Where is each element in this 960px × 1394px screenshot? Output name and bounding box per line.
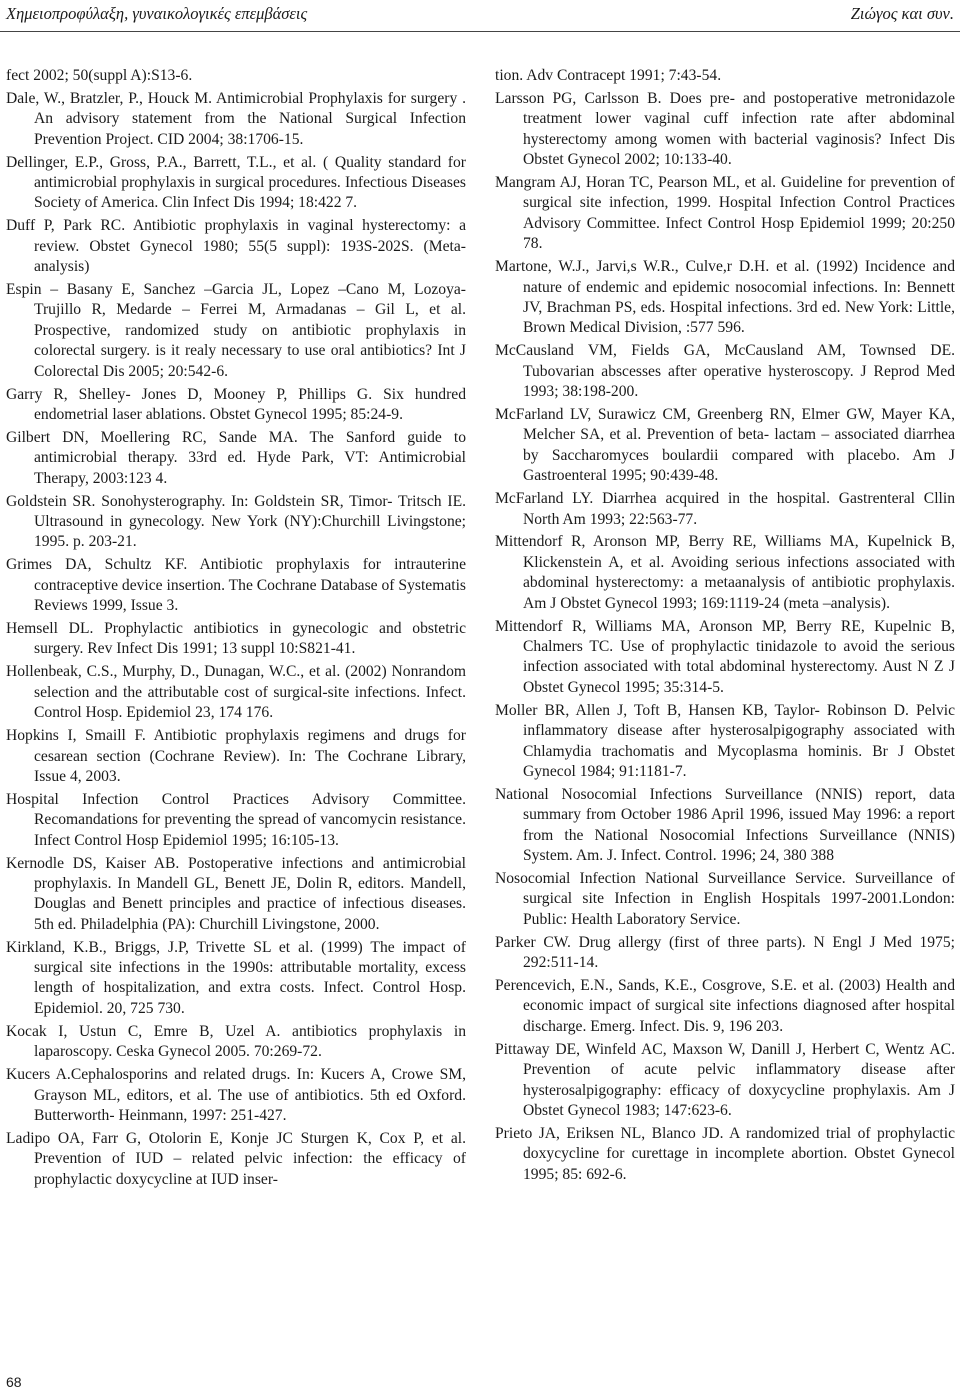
reference-entry: National Nosocomial Infections Surveillance (NNIS) report, data summary from October 1986 April 1996, issued May 1996: a report from the National Nosocomial Infections Surveillance (NNIS) System. Am. J. Infect. Control. 1996; 24, 380 388	[495, 785, 955, 865]
reference-entry: Martone, W.J., Jarvi,s W.R., Culve,r D.H. et al. (1992) Incidence and nature of endemic and epidemic nosocomial infections. In: Bennett JV, Brachman PS, eds. Hospital infections. 3rd ed. New York: Little, Brown Medical Division, :577 596.	[495, 258, 955, 337]
reference-entry: Hopkins I, Smaill F. Antibiotic prophylaxis regimens and drugs for cesarean section (Cochrane Review). In: The Cochrane Library, Issue 4, 2003.	[6, 727, 466, 785]
reference-entry: Garry R, Shelley- Jones D, Mooney P, Phillips G. Six hundred endometrial laser ablations. Obstet Gynecol 1995; 85:24-9.	[6, 385, 466, 423]
reference-entry: Ladipo OA, Farr G, Otolorin E, Konje JC Sturgen K, Cox P, et al. Prevention of IUD – related pelvic infection: the efficacy of prophylactic doxycycline at IUD inser-	[6, 1129, 466, 1188]
reference-entry: Perencevich, E.N., Sands, K.E., Cosgrove, S.E. et al. (2003) Health and economic impact of surgical site infections diagnosed after hospital discharge. Emerg. Infect. Dis. 9, 196 203.	[495, 976, 955, 1035]
running-title-right: Ζιώγος και συν.	[850, 4, 954, 23]
reference-entry: Dale, W., Bratzler, P., Houck M. Antimicrobial Prophylaxis for surgery . An advisory statement from the National Surgical Infection Prevention Project. CID 2004; 38:1706-15.	[6, 89, 466, 148]
reference-entry: Grimes DA, Schultz KF. Antibiotic prophylaxis for intrauterine contraceptive device insertion. The Cochrane Database of Systematis Reviews 1999, Issue 3.	[6, 556, 466, 615]
reference-entry: Gilbert DN, Moellering RC, Sande MA. The Sanford guide to antimicrobial therapy. 33rd ed. Hyde Park, VT: Antimicrobial Therapy, 2003:123 4.	[6, 428, 466, 487]
reference-entry: Dellinger, E.P., Gross, P.A., Barrett, T.L., et al. ( Quality standard for antimicrobial prophylaxis in surgical procedures. Infectious Diseases Society of America. Clin Infect Dis 1994; 18:422 7.	[6, 153, 466, 212]
running-title-left: Χημειοπροφύλαξη, γυναικολογικές επεμβάσεις	[6, 4, 308, 23]
running-header	[6, 2, 954, 26]
reference-entry: Moller BR, Allen J, Toft B, Hansen KB, Taylor- Robinson D. Pelvic inflammatory disease after hysterosalpigography associated with Chlamydia trachomatis and Mycoplasma hominis. Br J Obstet Gynecol 1984; 91:1181-7.	[495, 701, 955, 780]
references-column-left	[6, 66, 466, 1193]
reference-entry: McCausland VM, Fields GA, McCausland AM, Townsed DE. Tubovarian abscesses after operative hysteroscopy. J Reprod Med 1993; 38:198-200.	[495, 342, 955, 401]
reference-entry: Mittendorf R, Aronson MP, Berry RE, Williams MA, Kupelnick B, Klickenstein A, et al. Avoiding serious infections associated with abdominal hysterectomy: a metaanalysis of antibiotic prophylaxis. Am J Obstet Gynecol 1993; 169:1119-24 (meta –analysis).	[495, 533, 955, 612]
reference-entry: Hospital Infection Control Practices Advisory Committee. Recomandations for preventing the spread of vancomycin resistance. Infect Control Hosp Epidemiol 1995; 16:105-13.	[6, 790, 466, 849]
reference-entry: Mangram AJ, Horan TC, Pearson ML, et al. Guideline for prevention of surgical site infection, 1999. Hospital Infection Control Practices Advisory Committee. Infect Control Hosp Epidemiol 1999; 20:250 78.	[495, 174, 955, 253]
reference-entry: fect 2002; 50(suppl A):S13-6.	[6, 67, 193, 84]
reference-entry: Prieto JA, Eriksen NL, Blanco JD. A randomized trial of prophylactic doxycycline for curettage in incomplete abortion. Obstet Gynecol 1995; 85: 692-6.	[495, 1124, 955, 1183]
reference-entry: Kirkland, K.B., Briggs, J.P, Trivette SL et al. (1999) The impact of surgical site infections in the 1990s: attributable mortality, excess length of hospitalization, and extra costs. Infect. Control Hosp. Epidemiol. 20, 725 730.	[6, 938, 466, 1017]
reference-entry: Duff P, Park RC. Antibiotic prophylaxis in vaginal hysterectomy: a review. Obstet Gynecol 1980; 55(5 suppl): 193S-202S. (Meta-analysis)	[6, 217, 466, 276]
reference-entry: Hemsell DL. Prophylactic antibiotics in gynecologic and obstetric surgery. Rev Infect Dis 1991; 13 suppl 10:S821-41.	[6, 620, 466, 658]
reference-entry: Larsson PG, Carlsson B. Does pre- and postoperative metronidazole treatment lower vaginal cuff infection rate after abdominal hysterectomy among women with bacterial vaginosis? Infect Dis Obstet Gynecol 2002; 10:133-40.	[495, 89, 955, 169]
page-number: 68	[6, 1374, 22, 1390]
reference-entry: Kocak I, Ustun C, Emre B, Uzel A. antibiotics prophylaxis in laparoscopy. Ceska Gynecol 2005. 70:269-72.	[6, 1022, 466, 1061]
reference-entry: Mittendorf R, Williams MA, Aronson MP, Berry RE, Kupelnic B, Chalmers TC. Use of prophylactic tinidazole to avoid the serious infection associated with total abdominal hysterectomy. Aust N Z J Obstet Gynecol 1995; 35:314-5.	[495, 617, 955, 696]
reference-entry: Goldstein SR. Sonohysterography. In: Goldstein SR, Timor- Tritsch IE. Ultrasound in gynecology. New York (NY):Churchill Livingstone; 1995. p. 203-21.	[6, 492, 466, 551]
reference-entry: McFarland LV, Surawicz CM, Greenberg RN, Elmer GW, Mayer KA, Melcher SA, et al. Prevention of beta- lactam – associated diarrhea by Saccharomyces boulardii compared with placebo. Am J Gastroenteral 1995; 90:439-48.	[495, 406, 955, 485]
reference-entry: Espin – Basany E, Sanchez –Garcia JL, Lopez –Cano M, Lozoya- Trujillo R, Medarde – Ferrei M, Armadanas – Gil L, et al. Prospective, randomized study on antibiotic prophylaxis in colorectal surgery. is it realy necessary to use oral antibiotics? Int J Colorectal Dis 2005; 20:542-6.	[6, 281, 466, 380]
reference-entry: Hollenbeak, C.S., Murphy, D., Dunagan, W.C., et al. (2002) Nonrandom selection and the attributable cost of surgical-site infections. Infect. Control Hosp. Epidemiol 23, 174 176.	[6, 663, 466, 722]
reference-entry: Parker CW. Drug allergy (first of three parts). N Engl J Med 1975; 292:511-14.	[495, 933, 955, 972]
references-column-right	[495, 66, 955, 1188]
reference-entry: tion. Adv Contracept 1991; 7:43-54.	[495, 67, 722, 84]
reference-entry: Pittaway DE, Winfeld AC, Maxson W, Danill J, Herbert C, Wentz AC. Prevention of acute pelvic inflammatory disease after hysterosalpigography: efficacy of doxycycline prophylaxis. Am J Obstet Gynecol 1983; 147:623-6.	[495, 1040, 955, 1119]
reference-entry: McFarland LY. Diarrhea acquired in the hospital. Gastrenteral Cllin North Am 1993; 22:563-77.	[495, 490, 955, 528]
header-rule	[0, 31, 960, 32]
reference-entry: Kucers A.Cephalosporins and related drugs. In: Kucers A, Crowe SM, Grayson ML, editors, et al. The use of antibiotics. 5th ed Oxford. Butterworth- Heinmann, 1997: 251-427.	[6, 1066, 466, 1124]
reference-entry: Nosocomial Infection National Surveillance Service. Surveillance of surgical site Infection in English Hospitals 1997-2001.London: Public: Health Laboratory Service.	[495, 869, 955, 928]
reference-entry: Kernodle DS, Kaiser AB. Postoperative infections and antimicrobial prophylaxis. In Mandell GL, Benett JE, Dolin R, editors. Mandell, Douglas and Benett principles and practice of infectious diseases. 5th ed. Philadelphia (PA): Churchill Livingstone, 2000.	[6, 854, 466, 933]
